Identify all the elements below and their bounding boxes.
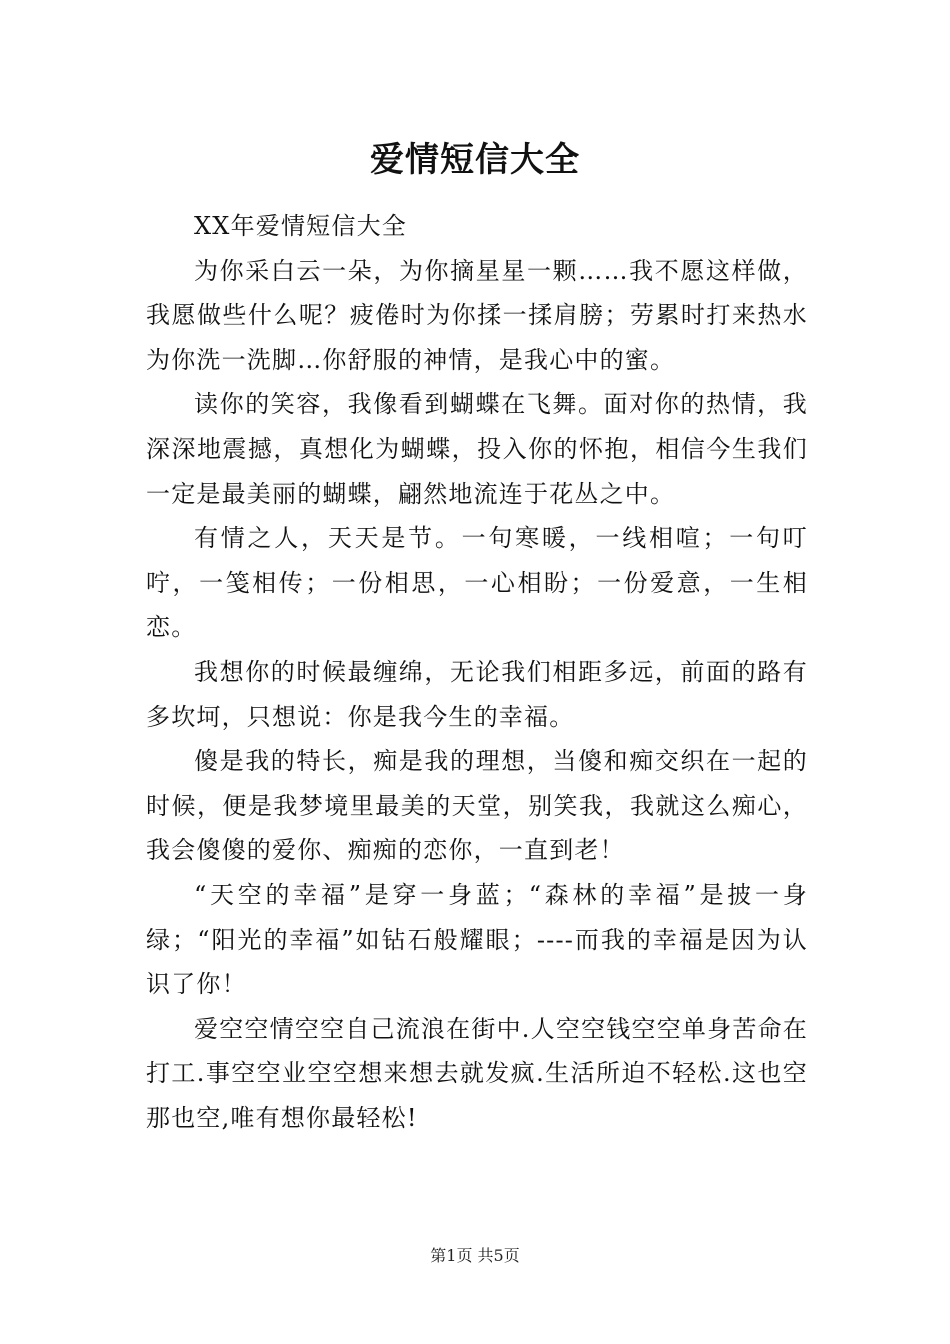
paragraph-subtitle: XX年爱情短信大全 <box>194 212 407 240</box>
document-title: 爱情短信大全 <box>370 140 580 180</box>
paragraph: 有情之人，天天是节。一句寒暖，一线相喧；一句叮咛，一笺相传；一份相思，一心相盼；一份爱意，一生相恋。 <box>146 524 808 642</box>
document-body <box>146 204 808 1140</box>
paragraph: 我想你的时候最缠绵，无论我们相距多远，前面的路有多坎坷，只想说：你是我今生的幸福。 <box>146 657 808 731</box>
paragraph: “天空的幸福”是穿一身蓝；“森林的幸福”是披一身绿；“阳光的幸福”如钻石般耀眼；----而我的幸福是因为认识了你！ <box>146 880 808 999</box>
paragraph: 为你采白云一朵，为你摘星星一颗……我不愿这样做，我愿做些什么呢？疲倦时为你揉一揉肩膀；劳累时打来热水为你洗一洗脚…你舒服的神情，是我心中的蜜。 <box>146 256 808 374</box>
page-footer: 第1页 共5页 <box>430 1246 520 1265</box>
paragraph: 爱空空情空空自己流浪在街中.人空空钱空空单身苦命在打工.事空空业空空想来想去就发疯.生活所迫不轻松.这也空那也空,唯有想你最轻松! <box>146 1014 808 1132</box>
paragraph: 傻是我的特长，痴是我的理想，当傻和痴交织在一起的时候，便是我梦境里最美的天堂，别笑我，我就这么痴心，我会傻傻的爱你、痴痴的恋你，一直到老！ <box>146 747 808 865</box>
paragraph: 读你的笑容，我像看到蝴蝶在飞舞。面对你的热情，我深深地震撼，真想化为蝴蝶，投入你的怀抱，相信今生我们一定是最美丽的蝴蝶，翩然地流连于花丛之中。 <box>146 390 808 508</box>
